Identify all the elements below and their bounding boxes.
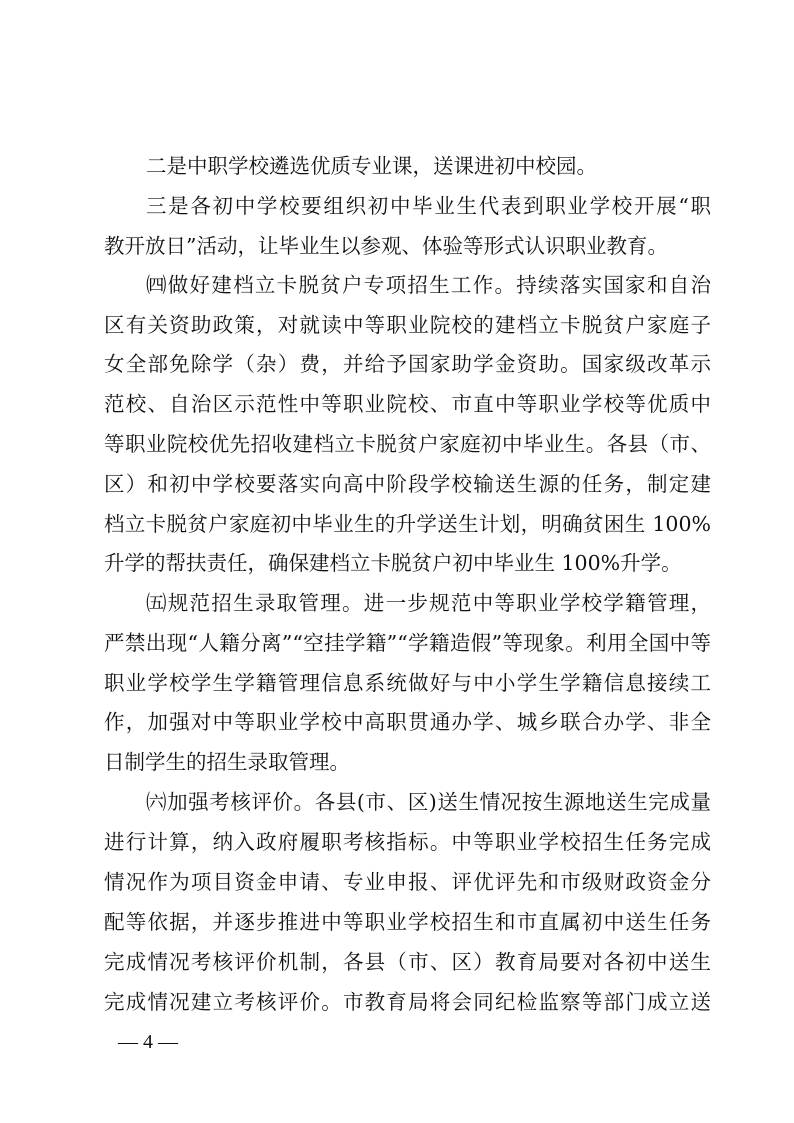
text-line: 升学的帮扶责任，确保建档立卡脱贫户初中毕业生 100%升学。 <box>104 551 682 575</box>
text-line: 进行计算，纳入政府履职考核指标。中等职业学校招生任务完成 <box>104 830 711 854</box>
text-line: 档立卡脱贫户家庭初中毕业生的升学送生计划，明确贫困生 100% <box>104 512 711 536</box>
text-line: 严禁出现“人籍分离”“空挂学籍”“学籍造假”等现象。利用全国中等 <box>104 631 711 655</box>
text-line: 三是各初中学校要组织初中毕业生代表到职业学校开展“职 <box>146 194 711 218</box>
text-line: ㈣做好建档立卡脱贫户专项招生工作。持续落实国家和自治 <box>146 273 711 297</box>
text-line: 教开放日”活动，让毕业生以参观、体验等形式认识职业教育。 <box>104 234 668 258</box>
text-line: 女全部免除学（杂）费，并给予国家助学金资助。国家级改革示 <box>104 352 711 376</box>
text-line: 日制学生的招生录取管理。 <box>104 750 350 774</box>
text-line: 等职业院校优先招收建档立卡脱贫户家庭初中毕业生。各县（市、 <box>104 432 711 456</box>
text-line: 作，加强对中等职业学校中高职贯通办学、城乡联合办学、非全 <box>104 710 711 734</box>
text-line: ㈤规范招生录取管理。进一步规范中等职业学校学籍管理， <box>146 591 711 615</box>
text-line: 区有关资助政策，对就读中等职业院校的建档立卡脱贫户家庭子 <box>104 313 711 337</box>
text-line: 二是中职学校遴选优质专业课，送课进初中校园。 <box>146 154 597 178</box>
text-line: 配等依据，并逐步推进中等职业学校招生和市直属初中送生任务 <box>104 910 711 934</box>
text-line: 情况作为项目资金申请、专业申报、评优评先和市级财政资金分 <box>104 870 711 894</box>
text-line: 范校、自治区示范性中等职业院校、市直中等职业学校等优质中 <box>104 392 711 416</box>
page-number: — 4 — <box>118 1031 178 1053</box>
text-line: ㈥加强考核评价。各县(市、区)送生情况按生源地送生完成量 <box>146 790 711 814</box>
text-line: 完成情况建立考核评价。市教育局将会同纪检监察等部门成立送 <box>104 990 711 1014</box>
text-line: 完成情况考核评价机制，各县（市、区）教育局要对各初中送生 <box>104 950 711 974</box>
text-line: 职业学校学生学籍管理信息系统做好与中小学生学籍信息接续工 <box>104 671 711 695</box>
text-line: 区）和初中学校要落实向高中阶段学校输送生源的任务，制定建 <box>104 472 711 496</box>
